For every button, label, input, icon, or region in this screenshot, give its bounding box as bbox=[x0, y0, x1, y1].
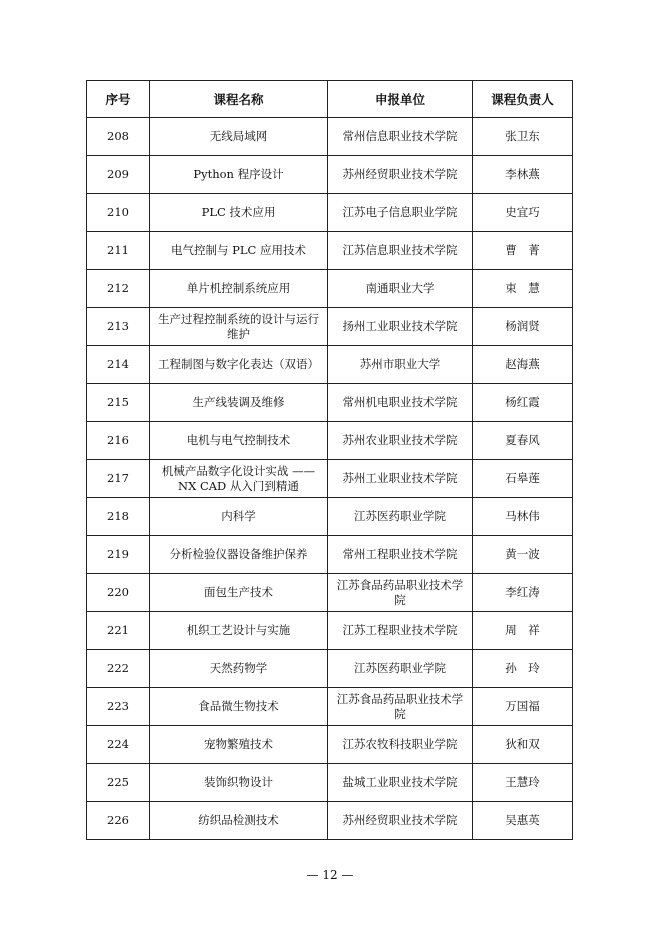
cell-course-lead: 李红涛 bbox=[473, 574, 573, 612]
table-row bbox=[87, 270, 573, 308]
cell-course-lead: 狄和双 bbox=[473, 726, 573, 764]
cell-applying-unit: 南通职业大学 bbox=[328, 270, 473, 308]
cell-serial-number: 226 bbox=[87, 802, 150, 840]
cell-serial-number: 217 bbox=[87, 460, 150, 498]
cell-course-name: 生产过程控制系统的设计与运行维护 bbox=[150, 308, 328, 346]
header-course-lead: 课程负责人 bbox=[473, 81, 573, 118]
cell-applying-unit: 江苏食品药品职业技术学院 bbox=[328, 688, 473, 726]
table-row bbox=[87, 156, 573, 194]
cell-course-lead: 杨润贤 bbox=[473, 308, 573, 346]
cell-course-lead: 石皋莲 bbox=[473, 460, 573, 498]
cell-course-lead: 万国福 bbox=[473, 688, 573, 726]
cell-course-name: 面包生产技术 bbox=[150, 574, 328, 612]
cell-course-lead: 李林燕 bbox=[473, 156, 573, 194]
cell-applying-unit: 苏州经贸职业技术学院 bbox=[328, 802, 473, 840]
cell-course-name: 宠物繁殖技术 bbox=[150, 726, 328, 764]
cell-course-name: PLC 技术应用 bbox=[150, 194, 328, 232]
cell-serial-number: 218 bbox=[87, 498, 150, 536]
cell-course-name: 纺织品检测技术 bbox=[150, 802, 328, 840]
cell-serial-number: 220 bbox=[87, 574, 150, 612]
cell-serial-number: 212 bbox=[87, 270, 150, 308]
cell-serial-number: 219 bbox=[87, 536, 150, 574]
cell-course-name: 电机与电气控制技术 bbox=[150, 422, 328, 460]
cell-course-lead: 夏春风 bbox=[473, 422, 573, 460]
table-row bbox=[87, 194, 573, 232]
table-row bbox=[87, 650, 573, 688]
header-serial-number: 序号 bbox=[87, 81, 150, 118]
cell-applying-unit: 常州工程职业技术学院 bbox=[328, 536, 473, 574]
cell-applying-unit: 苏州农业职业技术学院 bbox=[328, 422, 473, 460]
cell-serial-number: 214 bbox=[87, 346, 150, 384]
page-number: — 12 — bbox=[306, 868, 354, 882]
cell-applying-unit: 江苏农牧科技职业学院 bbox=[328, 726, 473, 764]
cell-course-lead: 马林伟 bbox=[473, 498, 573, 536]
cell-course-name: 机械产品数字化设计实战 ——NX CAD 从入门到精通 bbox=[150, 460, 328, 498]
table-row bbox=[87, 346, 573, 384]
cell-applying-unit: 江苏食品药品职业技术学院 bbox=[328, 574, 473, 612]
cell-serial-number: 210 bbox=[87, 194, 150, 232]
cell-course-lead: 史宜巧 bbox=[473, 194, 573, 232]
cell-course-name: 食品微生物技术 bbox=[150, 688, 328, 726]
cell-serial-number: 222 bbox=[87, 650, 150, 688]
cell-course-name: 装饰织物设计 bbox=[150, 764, 328, 802]
table-row bbox=[87, 308, 573, 346]
cell-applying-unit: 江苏电子信息职业学院 bbox=[328, 194, 473, 232]
cell-serial-number: 225 bbox=[87, 764, 150, 802]
cell-course-lead: 束 慧 bbox=[473, 270, 573, 308]
cell-course-lead: 王慧玲 bbox=[473, 764, 573, 802]
cell-serial-number: 208 bbox=[87, 118, 150, 156]
table-row bbox=[87, 726, 573, 764]
cell-course-name: 工程制图与数字化表达（双语） bbox=[150, 346, 328, 384]
table-header-row bbox=[87, 81, 573, 118]
cell-course-lead: 杨红霞 bbox=[473, 384, 573, 422]
table-row bbox=[87, 460, 573, 498]
cell-serial-number: 213 bbox=[87, 308, 150, 346]
cell-course-lead: 孙 玲 bbox=[473, 650, 573, 688]
cell-course-name: 单片机控制系统应用 bbox=[150, 270, 328, 308]
cell-course-name: 电气控制与 PLC 应用技术 bbox=[150, 232, 328, 270]
cell-applying-unit: 江苏医药职业学院 bbox=[328, 498, 473, 536]
cell-applying-unit: 苏州市职业大学 bbox=[328, 346, 473, 384]
table-row bbox=[87, 764, 573, 802]
cell-serial-number: 211 bbox=[87, 232, 150, 270]
cell-applying-unit: 苏州工业职业技术学院 bbox=[328, 460, 473, 498]
cell-course-lead: 周 祥 bbox=[473, 612, 573, 650]
header-course-name: 课程名称 bbox=[150, 81, 328, 118]
table-row bbox=[87, 612, 573, 650]
cell-course-lead: 曹 菁 bbox=[473, 232, 573, 270]
cell-course-name: 天然药物学 bbox=[150, 650, 328, 688]
table-row bbox=[87, 118, 573, 156]
table-row bbox=[87, 232, 573, 270]
cell-course-lead: 赵海燕 bbox=[473, 346, 573, 384]
cell-course-name: 生产线装调及维修 bbox=[150, 384, 328, 422]
cell-applying-unit: 苏州经贸职业技术学院 bbox=[328, 156, 473, 194]
cell-course-name: 内科学 bbox=[150, 498, 328, 536]
table-row bbox=[87, 574, 573, 612]
table-row bbox=[87, 498, 573, 536]
cell-applying-unit: 常州机电职业技术学院 bbox=[328, 384, 473, 422]
cell-serial-number: 215 bbox=[87, 384, 150, 422]
cell-applying-unit: 扬州工业职业技术学院 bbox=[328, 308, 473, 346]
cell-course-name: 无线局域网 bbox=[150, 118, 328, 156]
cell-serial-number: 216 bbox=[87, 422, 150, 460]
table-row bbox=[87, 688, 573, 726]
header-applying-unit: 申报单位 bbox=[328, 81, 473, 118]
cell-serial-number: 224 bbox=[87, 726, 150, 764]
cell-applying-unit: 江苏医药职业学院 bbox=[328, 650, 473, 688]
table-row bbox=[87, 802, 573, 840]
course-table bbox=[86, 80, 573, 840]
table-row bbox=[87, 384, 573, 422]
table-row bbox=[87, 422, 573, 460]
cell-course-name: 分析检验仪器设备维护保养 bbox=[150, 536, 328, 574]
cell-serial-number: 209 bbox=[87, 156, 150, 194]
cell-course-lead: 张卫东 bbox=[473, 118, 573, 156]
cell-course-name: Python 程序设计 bbox=[150, 156, 328, 194]
cell-applying-unit: 常州信息职业技术学院 bbox=[328, 118, 473, 156]
cell-serial-number: 221 bbox=[87, 612, 150, 650]
cell-serial-number: 223 bbox=[87, 688, 150, 726]
cell-applying-unit: 江苏信息职业技术学院 bbox=[328, 232, 473, 270]
cell-applying-unit: 江苏工程职业技术学院 bbox=[328, 612, 473, 650]
table-row bbox=[87, 536, 573, 574]
cell-course-lead: 吴惠英 bbox=[473, 802, 573, 840]
table-body bbox=[87, 118, 573, 840]
cell-applying-unit: 盐城工业职业技术学院 bbox=[328, 764, 473, 802]
cell-course-name: 机织工艺设计与实施 bbox=[150, 612, 328, 650]
cell-course-lead: 黄一波 bbox=[473, 536, 573, 574]
